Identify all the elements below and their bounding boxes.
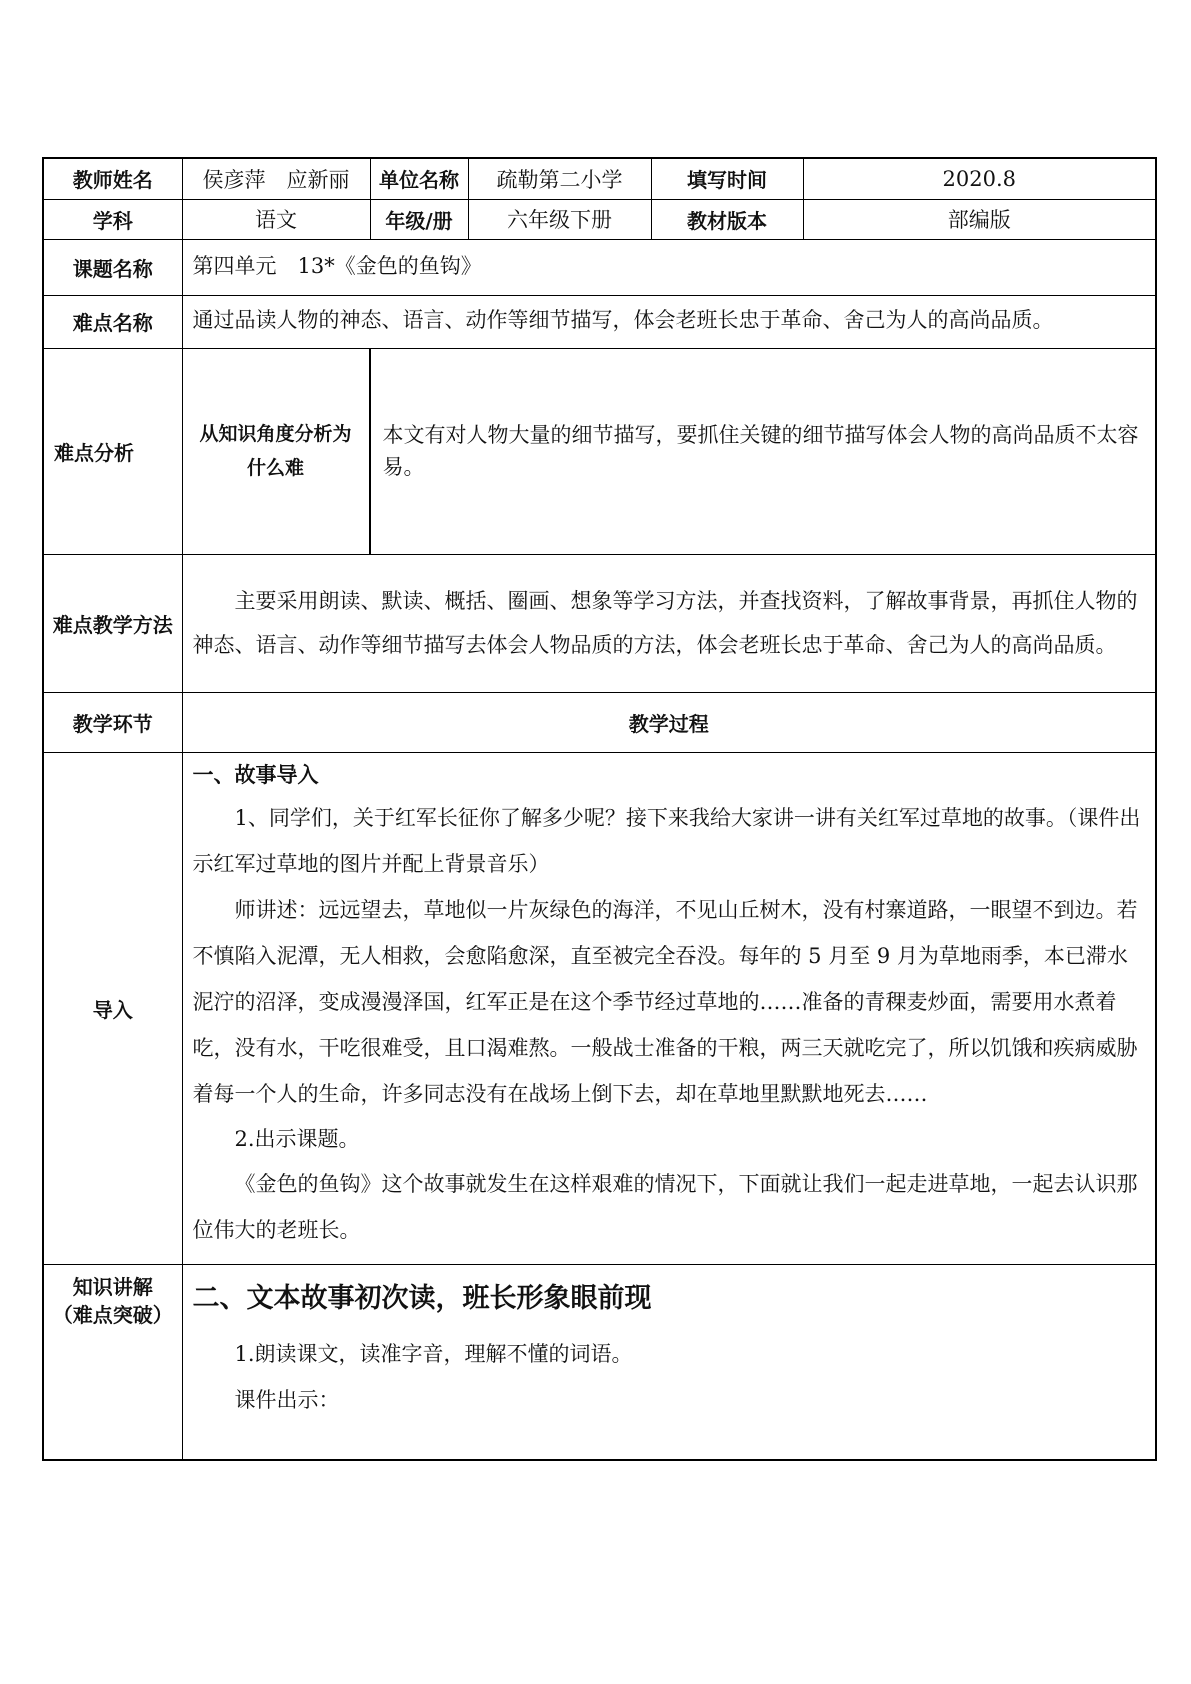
intro-heading: 一、故事导入	[192, 762, 319, 787]
date-label: 填写时间	[651, 158, 803, 199]
subject-value: 语文	[182, 199, 370, 239]
process-header-row	[43, 692, 1156, 752]
edition-value: 部编版	[803, 199, 1156, 239]
intro-row	[43, 752, 1156, 1264]
topic-value: 第四单元 13*《金色的鱼钩》	[182, 239, 1156, 295]
edition-label: 教材版本	[651, 199, 803, 239]
process-value: 教学过程	[182, 692, 1156, 752]
analysis-sub-label: 从知识角度分析为什么难	[183, 349, 371, 554]
topic-label: 课题名称	[43, 239, 182, 295]
intro-paragraph-2: 师讲述：远远望去，草地似一片灰绿色的海洋，不见山丘树木，没有村寨道路，一眼望不到边。若不慎陷入泥潭，无人相救，会愈陷愈深，直至被完全吞没。每年的 5 月至 9 月为草地雨季，本已滞水泥泞的沼泽，变成漫漫泽国，红军正是在这个季节经过草地的……准备的青稞麦炒面，需要用水煮着吃，没有水，干吃很难受，且口渴难熬。一般战士准备的干粮，两三天就吃完了，所以饥饿和疾病威胁着每一个人的生命，许多同志没有在战场上倒下去，却在草地里默默地死去……	[192, 897, 1138, 1106]
knowledge-label-line1: 知识讲解	[72, 1274, 153, 1299]
subject-label: 学科	[43, 199, 182, 239]
knowledge-row	[43, 1264, 1156, 1460]
difficulty-label: 难点名称	[43, 295, 182, 348]
difficulty-row	[43, 295, 1156, 348]
grade-label: 年级/册	[370, 199, 468, 239]
method-label: 难点教学方法	[43, 554, 182, 692]
header-row-2	[43, 199, 1156, 239]
knowledge-paragraph-1: 1.朗读课文，读准字音，理解不懂的词语。	[234, 1341, 633, 1366]
unit-value: 疏勒第二小学	[468, 158, 651, 199]
knowledge-paragraph-2: 课件出示：	[234, 1387, 340, 1412]
teacher-label: 教师姓名	[43, 158, 182, 199]
analysis-value: 本文有对人物大量的细节描写，要抓住关键的细节描写体会人物的高尚品质不太容易。	[382, 423, 1139, 479]
analysis-row	[43, 348, 1156, 554]
lesson-plan-table	[42, 157, 1157, 1461]
method-row	[43, 554, 1156, 692]
knowledge-label-line2: （难点突破）	[52, 1302, 173, 1327]
header-row-1	[43, 158, 1156, 199]
process-label: 教学环节	[43, 692, 182, 752]
intro-paragraph-4: 《金色的鱼钩》这个故事就发生在这样艰难的情况下，下面就让我们一起走进草地，一起去认识那位伟大的老班长。	[192, 1171, 1138, 1242]
intro-paragraph-1: 1、同学们，关于红军长征你了解多少呢？接下来我给大家讲一讲有关红军过草地的故事。（课件出示红军过草地的图片并配上背景音乐）	[192, 805, 1141, 876]
intro-paragraph-3: 2.出示课题。	[234, 1126, 360, 1151]
difficulty-value: 通过品读人物的神态、语言、动作等细节描写，体会老班长忠于革命、舍己为人的高尚品质。	[182, 295, 1156, 348]
intro-label: 导入	[43, 752, 182, 1264]
knowledge-heading: 二、文本故事初次读，班长形象眼前现	[192, 1282, 652, 1314]
teacher-value: 侯彦萍 应新丽	[182, 158, 370, 199]
date-value: 2020.8	[803, 158, 1156, 199]
analysis-label: 难点分析	[43, 348, 182, 554]
grade-value: 六年级下册	[468, 199, 651, 239]
method-value: 主要采用朗读、默读、概括、圈画、想象等学习方法，并查找资料，了解故事背景，再抓住人物的神态、语言、动作等细节描写去体会人物品质的方法，体会老班长忠于革命、舍己为人的高尚品质。	[192, 589, 1138, 657]
lesson-plan-page	[42, 157, 1155, 1461]
topic-row	[43, 239, 1156, 295]
unit-label: 单位名称	[370, 158, 468, 199]
